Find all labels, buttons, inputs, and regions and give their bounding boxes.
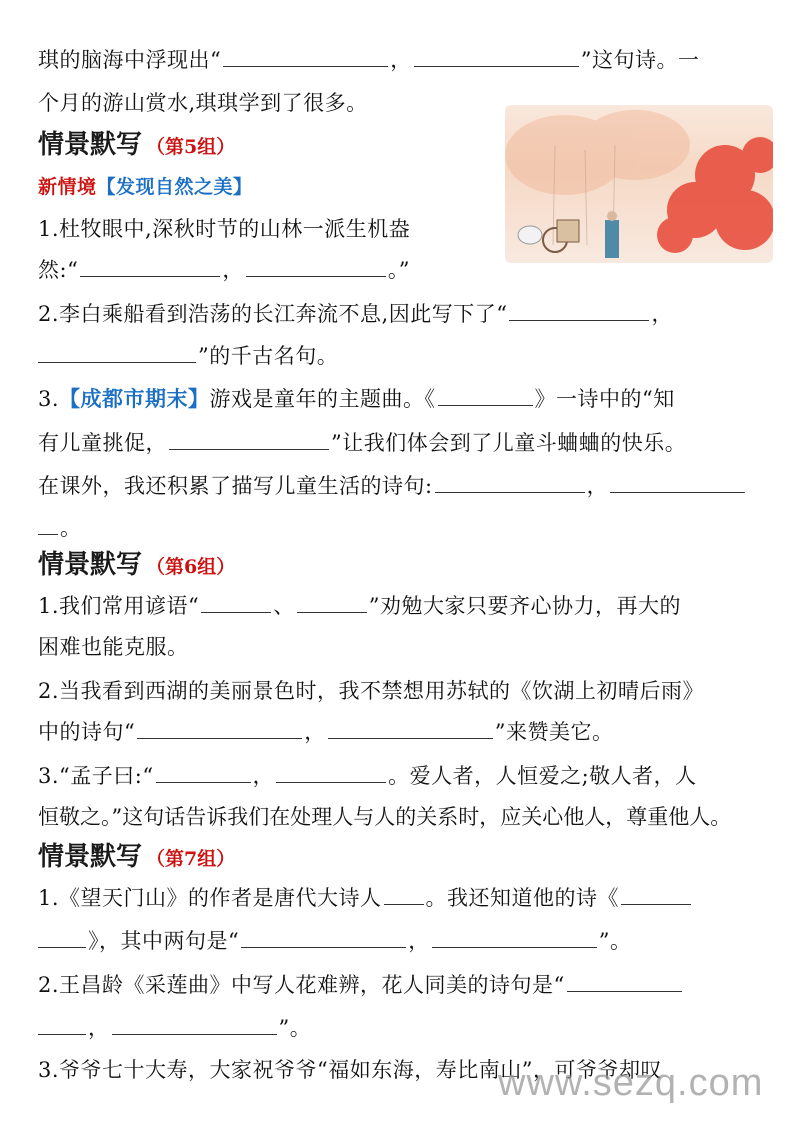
text: ”。 [278, 1016, 312, 1040]
text: ， [222, 258, 244, 282]
answer-blank[interactable] [223, 44, 388, 67]
subtitle-blue: 【发现自然之美】 [96, 176, 253, 198]
g6-q3-line1 [38, 760, 697, 791]
section-heading-group-7 [38, 840, 235, 876]
text: 、 [273, 594, 295, 618]
illustration-icon [505, 105, 773, 263]
answer-blank[interactable] [38, 1012, 86, 1035]
answer-blank[interactable] [438, 383, 533, 406]
section-title: 情景默写 [38, 130, 143, 160]
answer-blank[interactable] [621, 882, 691, 905]
answer-blank[interactable] [297, 590, 367, 613]
text: 有儿童挑促， [38, 431, 167, 455]
g7-q2-line1 [38, 969, 684, 1000]
text: 3. [38, 387, 60, 411]
subtitle-red: 新情境 [38, 176, 97, 198]
g5-q2-line1 [38, 298, 673, 329]
answer-blank[interactable] [509, 298, 649, 321]
text: 1.《望天门山》的作者是唐代大诗人 [38, 886, 382, 910]
text: ”劝勉大家只要齐心协力，再大的 [368, 594, 682, 618]
answer-blank[interactable] [169, 427, 329, 450]
g6-q1-line1 [38, 590, 681, 621]
text: ， [651, 302, 673, 326]
text: ”。 [598, 929, 632, 953]
text: 。我还知道他的诗《 [425, 886, 620, 910]
text: ”的千古名句。 [198, 344, 339, 368]
g6-q2-line2 [38, 716, 614, 747]
answer-blank[interactable] [432, 925, 597, 948]
group-label: （第6组） [146, 556, 236, 578]
g5-q1-line2 [38, 254, 410, 285]
answer-blank[interactable] [156, 760, 251, 783]
intro-line-2: 个月的游山赏水,琪琪学到了很多。 [38, 91, 368, 115]
text: ， [390, 48, 412, 72]
answer-blank[interactable] [137, 716, 302, 739]
section-heading-group-5 [38, 128, 235, 164]
section-title: 情景默写 [38, 842, 143, 872]
answer-blank[interactable] [276, 760, 386, 783]
text: ”来赞美它。 [494, 720, 614, 744]
answer-blank[interactable] [567, 969, 682, 992]
text: 2.李白乘船看到浩荡的长江奔流不息,因此写下了“ [38, 302, 508, 326]
text: 2.王昌龄《采莲曲》中写人花难辨，花人同美的诗句是“ [38, 973, 565, 997]
text: 中的诗句“ [38, 720, 136, 744]
answer-blank[interactable] [201, 590, 271, 613]
answer-blank[interactable] [112, 1012, 277, 1035]
g5-q3-line4 [38, 512, 82, 543]
text: 然:“ [38, 258, 79, 282]
autumn-forest-illustration [505, 105, 773, 263]
answer-blank[interactable] [241, 925, 406, 948]
subtitle [38, 172, 253, 202]
answer-blank[interactable] [246, 254, 386, 277]
watermark: www.sezq.com [498, 1062, 764, 1104]
answer-blank[interactable] [38, 512, 58, 535]
answer-blank[interactable] [80, 254, 220, 277]
g6-q1-line2: 困难也能克服。 [38, 635, 189, 659]
g7-q1-line1 [38, 882, 693, 913]
answer-blank[interactable] [610, 470, 745, 493]
answer-blank[interactable] [414, 44, 579, 67]
text: ， [304, 720, 326, 744]
text: ”让我们体会到了儿童斗蛐蛐的快乐。 [331, 431, 687, 455]
intro-line-1 [38, 44, 700, 75]
text: ， [252, 764, 275, 788]
g7-q2-line2 [38, 1012, 311, 1043]
text: ， [408, 929, 430, 953]
g6-q2-line1: 2.当我看到西湖的美丽景色时，我不禁想用苏轼的《饮湖上初晴后雨》 [38, 679, 705, 703]
g7-q3-line1: 3.爷爷七十大寿，大家祝爷爷“福如东海，寿比南山”，可爷爷却叹 [38, 1058, 663, 1082]
answer-blank[interactable] [38, 925, 86, 948]
text: 在课外，我还积累了描写儿童生活的诗句: [38, 474, 433, 498]
g5-q3-line3 [38, 470, 747, 501]
text: 游戏是童年的主题曲。《 [209, 387, 436, 411]
answer-blank[interactable] [328, 716, 493, 739]
text: ”这句诗。一 [580, 48, 700, 72]
section-title: 情景默写 [38, 550, 143, 580]
text: 3.“孟子曰:“ [38, 764, 154, 788]
text: 琪的脑海中浮现出“ [38, 48, 222, 72]
section-heading-group-6 [38, 548, 235, 584]
text: 》一诗中的“知 [534, 387, 675, 411]
text: ， [88, 1016, 110, 1040]
group-label: （第7组） [146, 848, 236, 870]
g5-q3-line2 [38, 427, 686, 458]
text: 。” [387, 258, 411, 282]
text: 。爱人者，人恒爱之;敬人者，人 [388, 764, 697, 788]
source-tag: 【成都市期末】 [59, 386, 210, 411]
g5-q1-line1: 1.杜牧眼中,深秋时节的山林一派生机盎 [38, 217, 411, 241]
group-label: （第5组） [146, 136, 236, 158]
text: 1.我们常用谚语“ [38, 594, 200, 618]
text: ， [586, 474, 609, 498]
answer-blank[interactable] [38, 340, 196, 363]
g5-q2-line2 [38, 340, 338, 371]
text: 。 [60, 516, 82, 540]
g6-q3-line2: 恒敬之。”这句话告诉我们在处理人与人的关系时，应关心他人，尊重他人。 [38, 805, 732, 829]
g5-q3-line1 [38, 383, 675, 414]
text: 》，其中两句是“ [88, 929, 240, 953]
answer-blank[interactable] [384, 882, 424, 905]
answer-blank[interactable] [435, 470, 585, 493]
g7-q1-line2 [38, 925, 632, 956]
